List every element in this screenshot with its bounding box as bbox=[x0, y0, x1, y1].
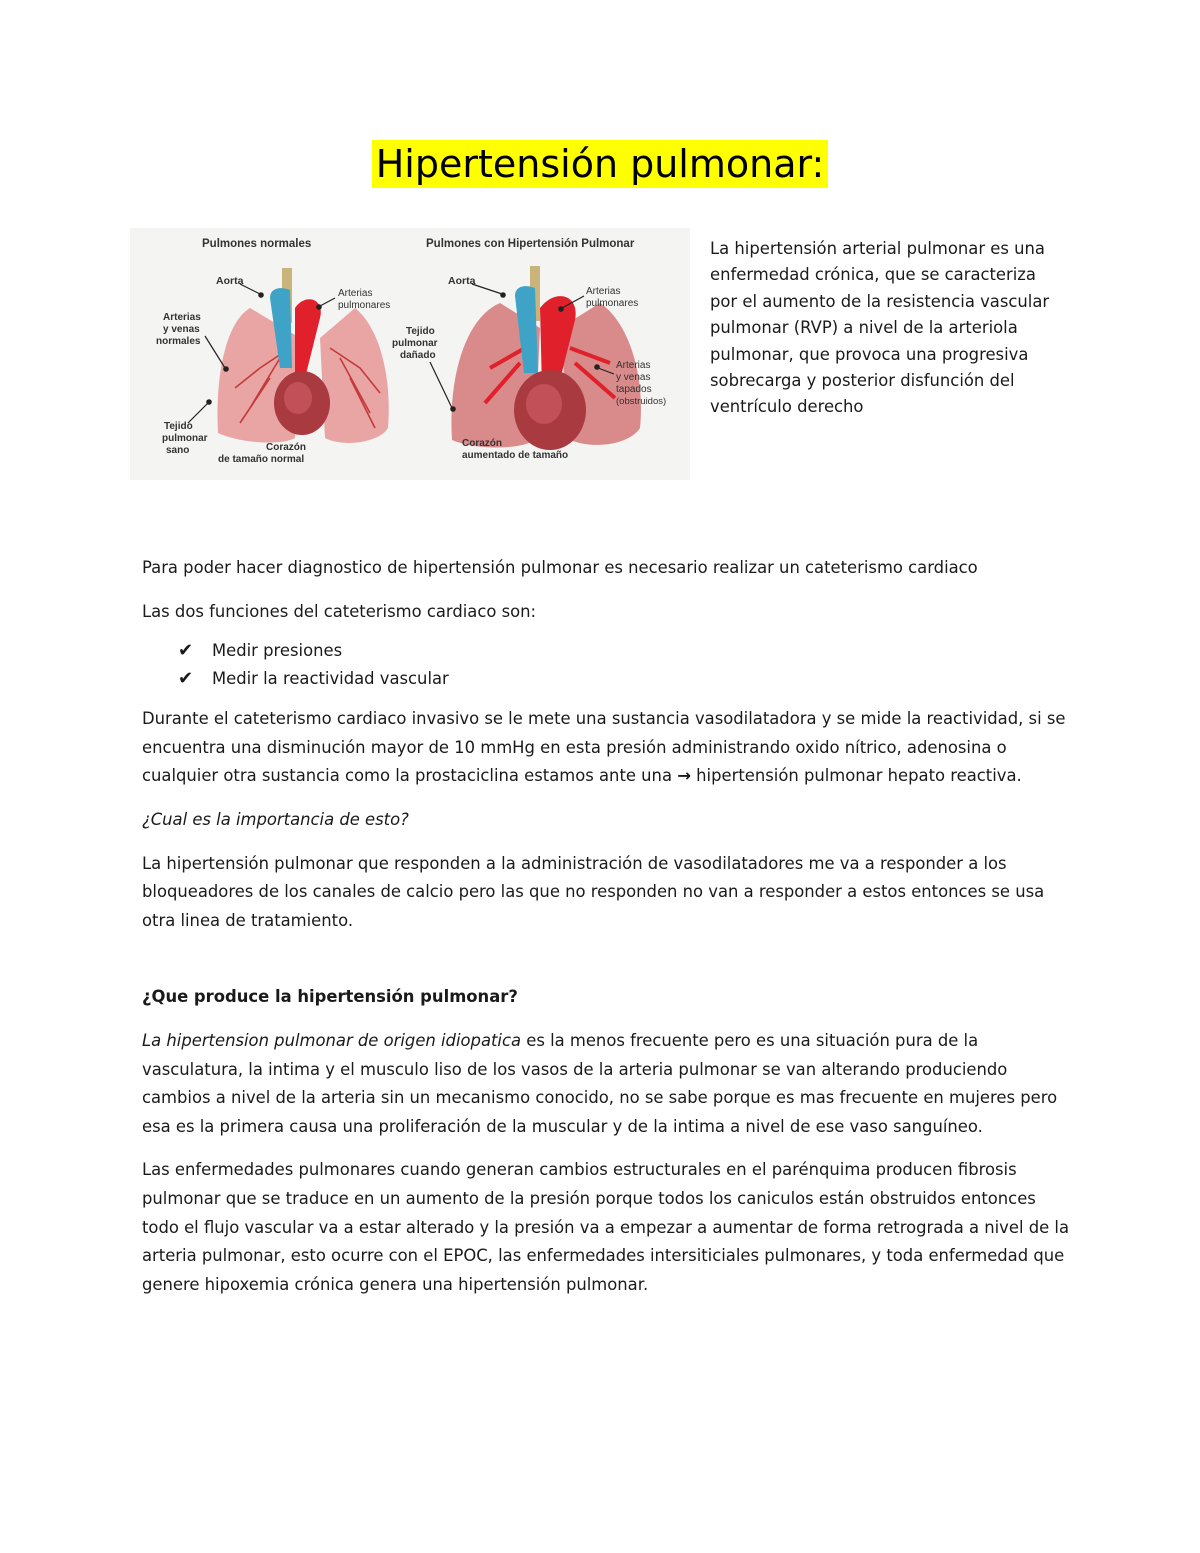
list-item bbox=[178, 665, 1072, 693]
normal-arterias-label-2: pulmonares bbox=[338, 300, 391, 311]
idiopatica-rest: es la menos frecuente pero es una situación pura de la vasculatura, la intima y el musculo liso de los vasos de la arteria pulmonar se van alterando produciendo cambios a nivel de la arteria sin un mecanismo conocido, no se sabe porque es mas frecuente en mujeres pero esa es la primera causa una proliferación de la muscular y de la intima a nivel de ese vaso sanguíneo. bbox=[142, 1030, 1058, 1136]
document-body bbox=[142, 554, 1072, 1314]
question-importancia: ¿Cual es la importancia de esto? bbox=[142, 809, 409, 829]
paragraph-funciones: Las dos funciones del cateterismo cardiaco son: bbox=[142, 601, 537, 621]
normal-arterias-label-1: Arterias bbox=[338, 288, 373, 299]
hp-av-label-4: (obstruidos) bbox=[616, 396, 667, 407]
normal-av-label-1: Arterias bbox=[163, 312, 201, 323]
paragraph-cateterismo-text: Durante el cateterismo cardiaco invasivo se le mete una sustancia vasodilatadora y se mide la reactividad, si se encuentra una disminución mayor de 10 mmHg en esta presión administrando oxido nítrico, adenosina o cualquier otra sustancia como la prostaciclina estamos ante una bbox=[142, 709, 1066, 786]
hp-corazon-label-2: aumentado de tamaño bbox=[462, 450, 569, 461]
paragraph-diagnostico: Para poder hacer diagnostico de hipertensión pulmonar es necesario realizar un cateterismo cardiaco bbox=[142, 558, 978, 577]
normal-tejido-label-3: sano bbox=[166, 445, 190, 456]
hp-av-label-1: Arterias bbox=[616, 360, 651, 371]
list-item bbox=[178, 637, 1072, 665]
hp-arterias-label-2: pulmonares bbox=[586, 298, 639, 309]
normal-av-label-3: normales bbox=[156, 336, 201, 347]
checkmark-icon: ✔ bbox=[178, 668, 194, 690]
normal-tejido-label-2: pulmonar bbox=[162, 433, 208, 444]
hp-aorta-label: Aorta bbox=[448, 275, 476, 287]
page-title: Hipertensión pulmonar: bbox=[372, 140, 829, 188]
hp-arterias-label-1: Arterias bbox=[586, 286, 621, 297]
normal-tejido-label-1: Tejido bbox=[164, 421, 193, 432]
arrow-right-icon: → bbox=[677, 766, 691, 786]
idiopatica-italic: La hipertension pulmonar de origen idiopatica bbox=[142, 1030, 522, 1050]
hp-av-label-3: tapados bbox=[616, 384, 652, 395]
section-heading: ¿Que produce la hipertensión pulmonar? bbox=[142, 987, 518, 1007]
hp-corazon-label-1: Corazón bbox=[462, 438, 502, 449]
normal-corazon-label-1: Corazón bbox=[266, 442, 306, 453]
title-container bbox=[0, 140, 1200, 188]
hp-heading: Pulmones con Hipertensión Pulmonar bbox=[426, 238, 635, 250]
paragraph-cateterismo-end: hipertensión pulmonar hepato reactiva. bbox=[696, 766, 1022, 786]
normal-av-label-2: y venas bbox=[163, 324, 200, 335]
paragraph-vasodilatadores: La hipertensión pulmonar que responden a la administración de vasodilatadores me va a responder a los bloqueadores de los canales de calcio pero las que no responden no van a responder a estos entonces se usa otra linea de tratamiento. bbox=[142, 853, 1045, 930]
normal-corazon-label-2: de tamaño normal bbox=[218, 454, 305, 465]
normal-aorta-label: Aorta bbox=[216, 275, 244, 287]
paragraph-cateterismo bbox=[142, 705, 1072, 791]
hp-tejido-label-2: pulmonar bbox=[392, 338, 438, 349]
checkmark-icon: ✔ bbox=[178, 640, 194, 662]
list-item-text: Medir presiones bbox=[212, 641, 343, 661]
hp-av-label-2: y venas bbox=[616, 372, 651, 383]
list-item-text: Medir la reactividad vascular bbox=[212, 669, 449, 689]
hp-tejido-label-3: dañado bbox=[400, 350, 436, 361]
lungs-illustration bbox=[130, 228, 690, 480]
normal-heading: Pulmones normales bbox=[202, 238, 312, 250]
paragraph-enfermedades: Las enfermedades pulmonares cuando generan cambios estructurales en el parénquima producen fibrosis pulmonar que se traduce en un aumento de la presión porque todos los caniculos están obstruidos entonces todo el flujo vascular va a estar alterado y la presión va a empezar a aumentar de forma retrograda a nivel de la arteria pulmonar, esto ocurre con el EPOC, las enfermedades intersiticiales pulmonares, y toda enfermedad que genere hipoxemia crónica genera una hipertensión pulmonar. bbox=[142, 1160, 1070, 1294]
paragraph-idiopatica bbox=[142, 1027, 1072, 1141]
intro-paragraph: La hipertensión arterial pulmonar es una enfermedad crónica, que se caracteriza por el aumento de la resistencia vascular pulmonar (RVP) a nivel de la arteriola pulmonar, que provoca una progresiva sobrecarga y posterior disfunción del ventrículo derecho bbox=[710, 239, 1050, 417]
funciones-checklist bbox=[142, 637, 1072, 693]
hp-tejido-label-1: Tejido bbox=[406, 326, 435, 337]
